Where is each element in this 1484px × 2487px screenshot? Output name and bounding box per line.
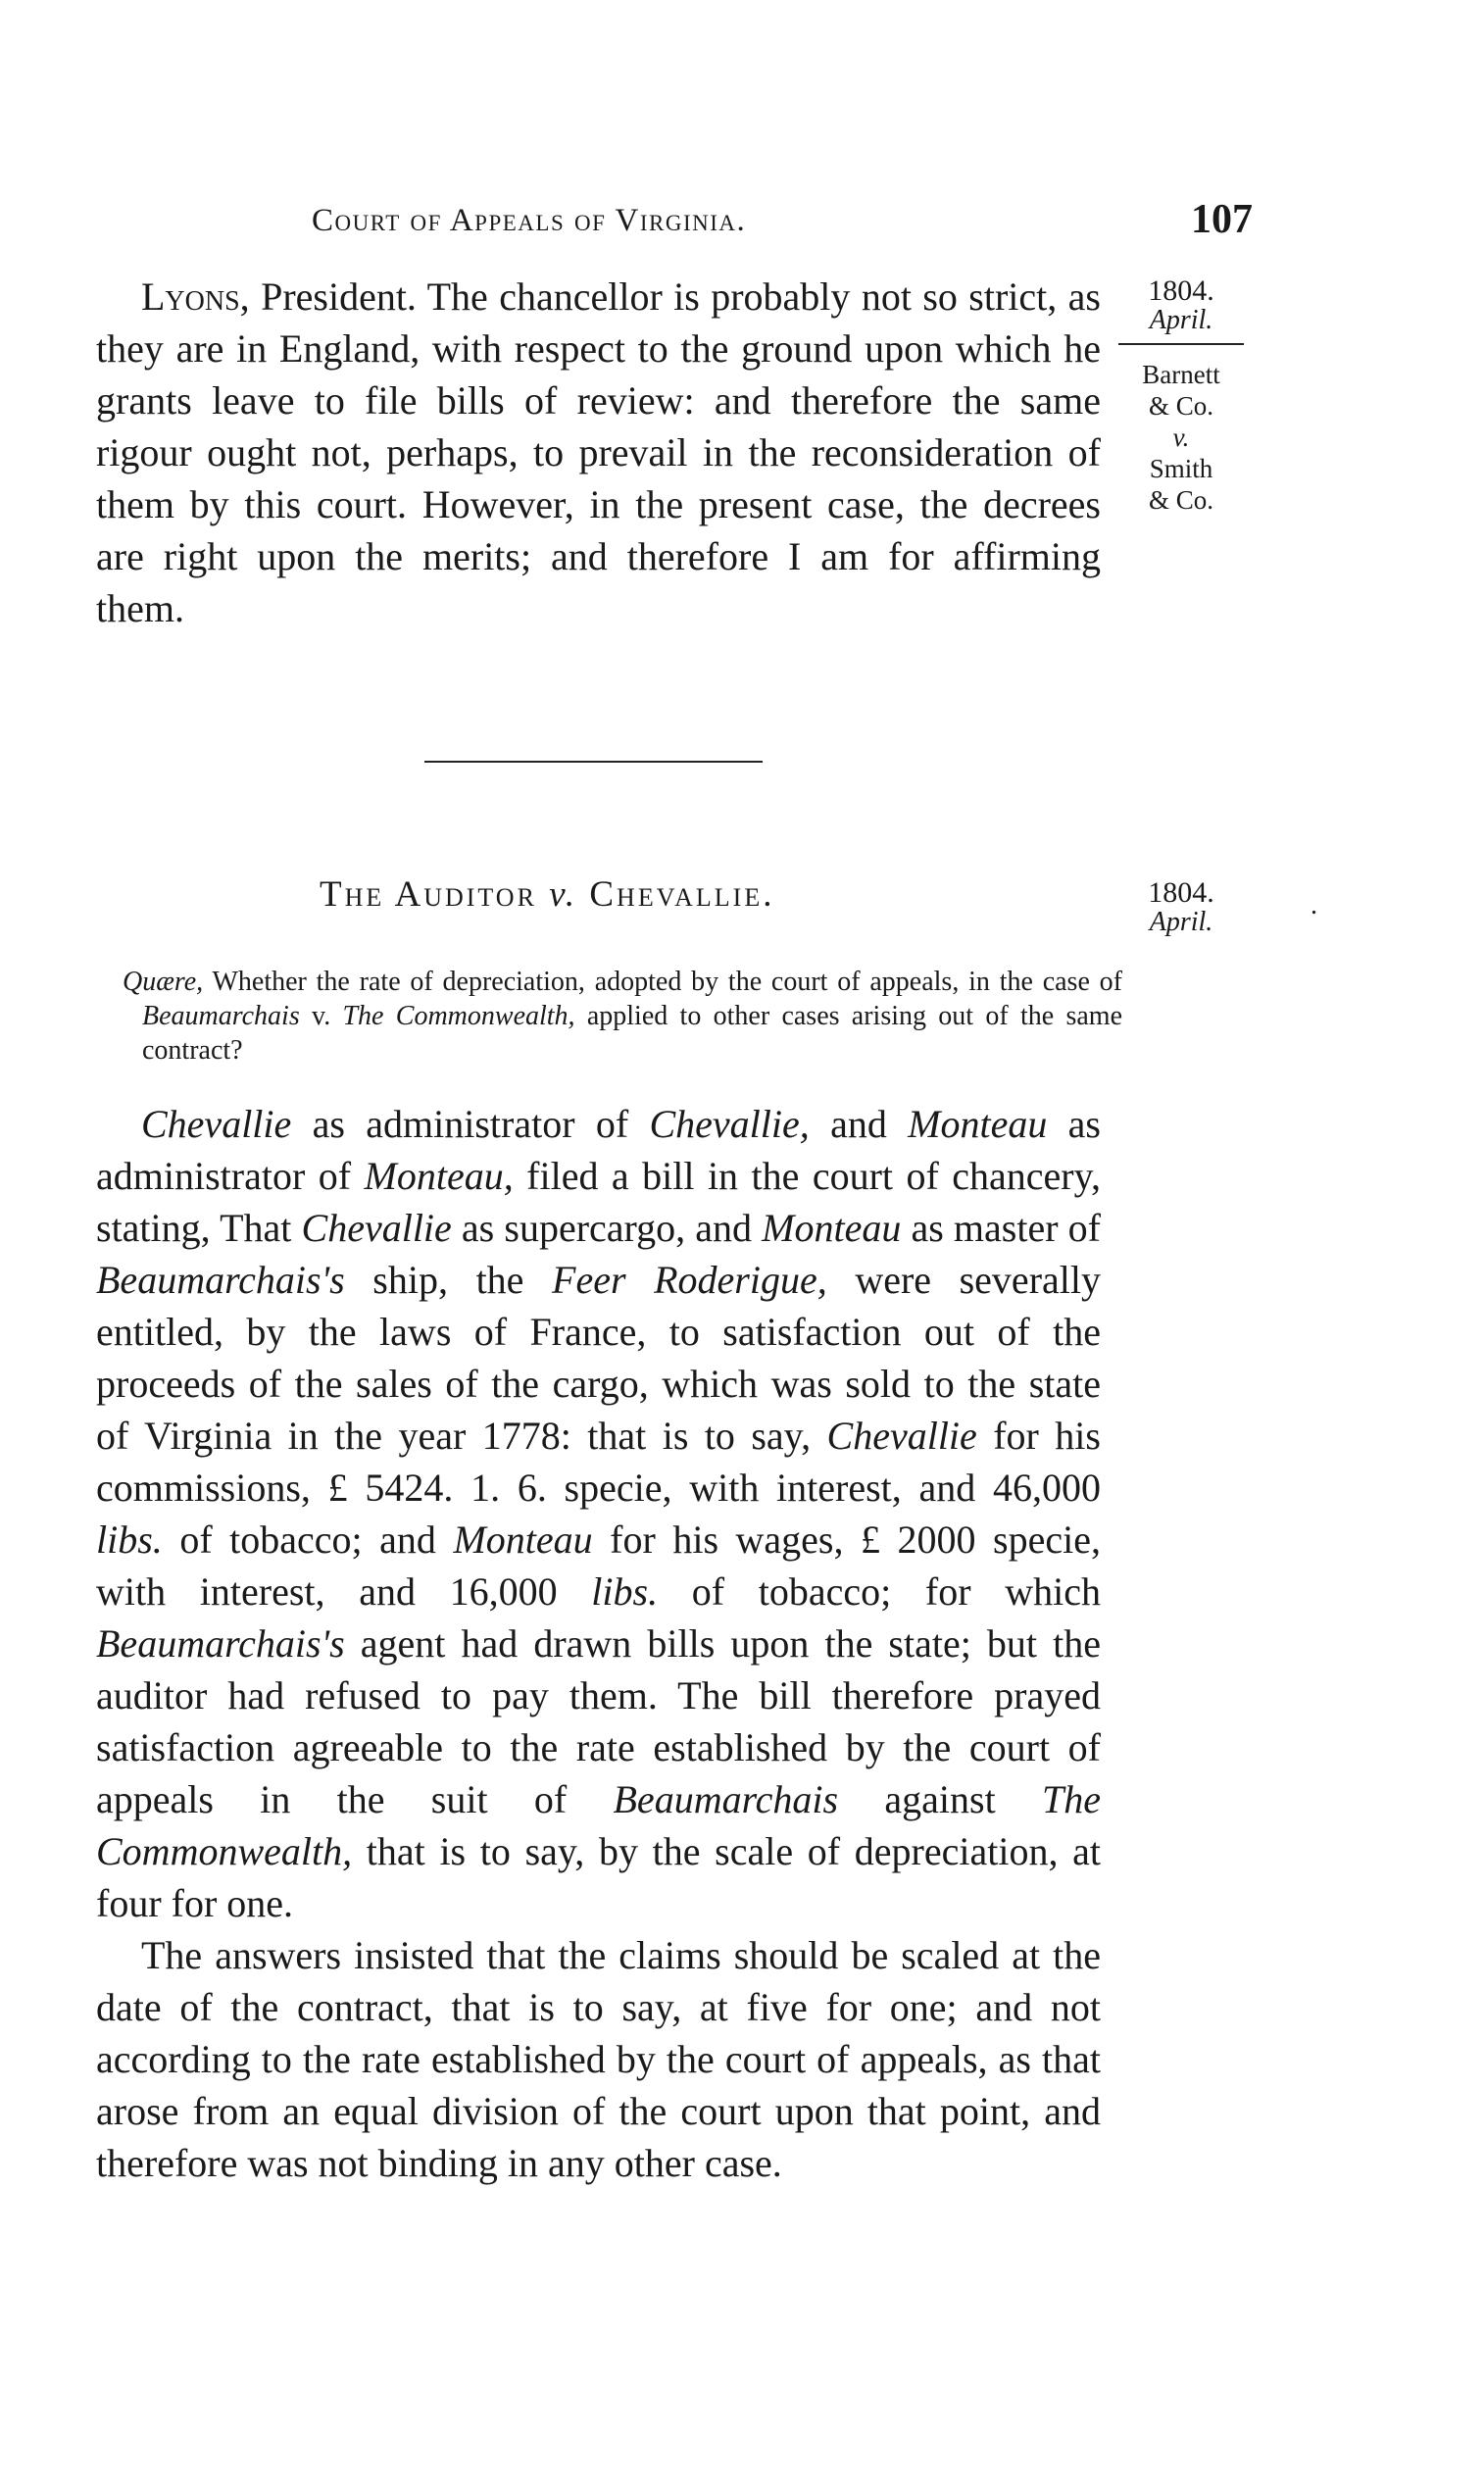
stray-mark: . <box>1311 890 1317 920</box>
italic-term: Chevallie <box>141 1102 292 1146</box>
headnote-case-a: Beaumarchais <box>142 1001 300 1031</box>
italic-term: The Commonwealth, <box>96 1777 1101 1873</box>
case-statement <box>96 1098 1101 2189</box>
speaker-name: Lyons <box>141 274 240 319</box>
italic-term: libs. <box>591 1569 659 1614</box>
case-title-versus: v. <box>549 874 578 915</box>
opinion-paragraph <box>96 271 1101 634</box>
headnote-text-end: applied to other cases arising out of the same contract? <box>142 1001 1123 1066</box>
case-title-left: The Auditor <box>320 874 537 915</box>
statement-text: were severally entitled, by the laws of France, to satisfaction out of the proceeds of the sales of the cargo, which was sold to the state of Virginia in the year 1778: that is to say, <box>96 1258 1101 1458</box>
italic-term: Chevallie, <box>649 1102 810 1146</box>
margin-rule <box>1118 343 1244 345</box>
statement-text: ship, the <box>344 1258 553 1302</box>
statement-text: of tobacco; and <box>162 1517 454 1562</box>
headnote <box>123 965 1122 1068</box>
statement-paragraph-2: The answers insisted that the claims should be scaled at the date of the contract, that is to say, at five for one; and not according to the rate established by the court of appeals, as that arose from an equal division of the court upon that point, and therefore was not binding in any other case. <box>96 1933 1101 2185</box>
margin-month: April. <box>1149 305 1213 335</box>
margin-note-date <box>1117 878 1245 937</box>
statement-text: of tobacco; for which <box>658 1569 1101 1614</box>
italic-term: Chevallie <box>826 1414 977 1458</box>
statement-text: filed a bill in the court of chancery, stating, That <box>96 1154 1102 1250</box>
margin-case-party1: Barnett <box>1142 360 1220 389</box>
margin-year: 1804. <box>1148 274 1214 307</box>
headnote-case-b: The Commonwealth, <box>342 1001 575 1031</box>
statement-text: for his commissions, £ 5424. 1. 6. specie, with interest, and 46,000 <box>96 1414 1101 1510</box>
margin-note-case <box>1117 276 1245 516</box>
case-title <box>320 873 774 916</box>
opinion-lyons <box>96 271 1101 634</box>
headnote-quaere: Quære, <box>123 967 204 997</box>
italic-term: Beaumarchais's <box>96 1258 345 1302</box>
statement-text: as supercargo, and <box>451 1206 763 1250</box>
statement-text: as administrator of <box>291 1102 650 1146</box>
margin-case-party2b: & Co. <box>1148 485 1213 515</box>
margin-versus: v. <box>1172 423 1190 452</box>
italic-term: Monteau, <box>364 1154 514 1198</box>
case-title-right: Chevallie. <box>589 874 775 915</box>
statement-text: against <box>838 1777 1042 1821</box>
opinion-text: , President. The chancellor is probably not so strict, as they are in England, with respect to the ground upon which he grants leave to file bills of review: and therefore the same rigour ought not, perhaps, to prevail in the reconsideration of them by this court. However, in the present case, the decrees are right upon the merits; and therefore I am for affirming them. <box>96 274 1101 630</box>
italic-term: Monteau <box>453 1517 593 1562</box>
headnote-text: Whether the rate of depreciation, adopted by the court of appeals, in the case of <box>203 967 1122 997</box>
italic-term: Beaumarchais <box>613 1777 839 1821</box>
margin-year: 1804. <box>1148 876 1214 909</box>
italic-term: Monteau <box>908 1102 1048 1146</box>
section-divider <box>424 761 763 763</box>
italic-term: Chevallie <box>301 1206 452 1250</box>
margin-month: April. <box>1149 907 1213 937</box>
italic-term: Beaumarchais's <box>96 1621 345 1666</box>
italic-term: Feer Roderigue, <box>552 1258 827 1302</box>
statement-text: and <box>809 1102 909 1146</box>
running-head: Court of Appeals of Virginia. <box>312 203 747 238</box>
statement-paragraph-1 <box>96 1098 1101 1929</box>
statement-text: as administrator of <box>96 1102 1101 1198</box>
italic-term: Monteau <box>762 1206 902 1250</box>
statement-text: for his wages, £ 2000 specie, with interest, and 16,000 <box>96 1517 1101 1614</box>
margin-case-party1b: & Co. <box>1148 391 1213 421</box>
headnote-versus: v. <box>299 1001 343 1031</box>
statement-text: as master of <box>901 1206 1102 1250</box>
statement-text: agent had drawn bills upon the state; but the auditor had refused to pay them. The bill therefore prayed satisfaction agreeable to the rate established by the court of appeals in the suit of <box>96 1621 1101 1821</box>
statement-text: that is to say, by the scale of depreciation, at four for one. <box>96 1829 1101 1925</box>
italic-term: libs. <box>96 1517 163 1562</box>
page-number: 107 <box>1191 197 1253 242</box>
margin-case-party2: Smith <box>1149 454 1213 483</box>
